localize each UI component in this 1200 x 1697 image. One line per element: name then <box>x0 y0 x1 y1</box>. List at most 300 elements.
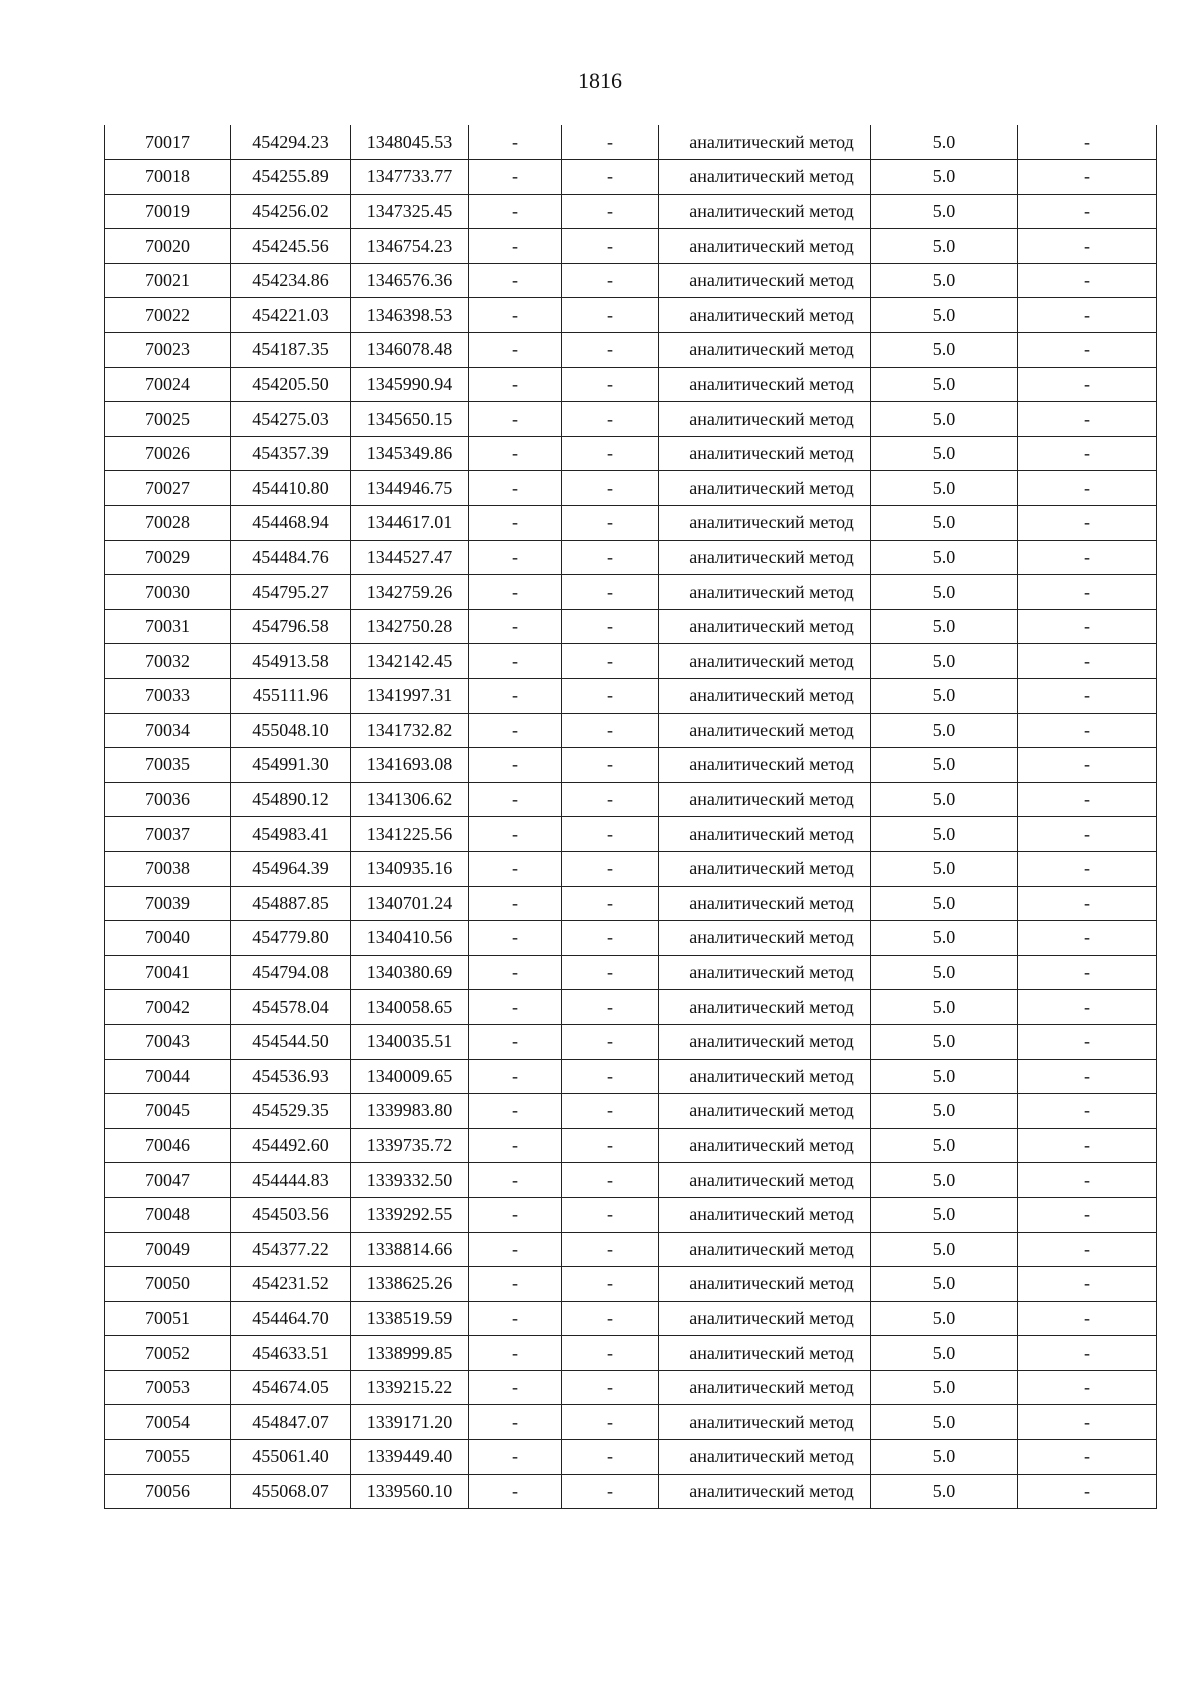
cell-empty-col-5: - <box>562 575 659 610</box>
cell-x-coordinate: 454484.76 <box>231 540 351 575</box>
cell-y-coordinate: 1340701.24 <box>351 886 469 921</box>
cell-y-coordinate: 1347733.77 <box>351 160 469 195</box>
cell-accuracy: 5.0 <box>871 540 1018 575</box>
cell-empty-col-5: - <box>562 506 659 541</box>
cell-empty-col-8: - <box>1018 333 1157 368</box>
cell-empty-col-4: - <box>469 506 562 541</box>
cell-method: аналитический метод <box>659 471 871 506</box>
cell-empty-col-4: - <box>469 955 562 990</box>
cell-empty-col-8: - <box>1018 506 1157 541</box>
cell-x-coordinate: 454983.41 <box>231 817 351 852</box>
cell-empty-col-4: - <box>469 886 562 921</box>
cell-point-number: 70047 <box>105 1163 231 1198</box>
cell-method: аналитический метод <box>659 367 871 402</box>
cell-empty-col-5: - <box>562 921 659 956</box>
cell-empty-col-4: - <box>469 1267 562 1302</box>
cell-accuracy: 5.0 <box>871 1128 1018 1163</box>
table-row <box>105 644 1157 679</box>
cell-empty-col-4: - <box>469 402 562 437</box>
cell-empty-col-5: - <box>562 1267 659 1302</box>
table-row <box>105 1024 1157 1059</box>
cell-method: аналитический метод <box>659 540 871 575</box>
cell-method: аналитический метод <box>659 679 871 714</box>
cell-method: аналитический метод <box>659 955 871 990</box>
cell-x-coordinate: 454544.50 <box>231 1024 351 1059</box>
cell-empty-col-4: - <box>469 1336 562 1371</box>
cell-y-coordinate: 1347325.45 <box>351 194 469 229</box>
cell-empty-col-8: - <box>1018 1197 1157 1232</box>
cell-empty-col-4: - <box>469 1094 562 1129</box>
cell-method: аналитический метод <box>659 298 871 333</box>
cell-y-coordinate: 1338625.26 <box>351 1267 469 1302</box>
cell-point-number: 70038 <box>105 851 231 886</box>
cell-accuracy: 5.0 <box>871 713 1018 748</box>
cell-y-coordinate: 1346398.53 <box>351 298 469 333</box>
cell-empty-col-5: - <box>562 160 659 195</box>
table-row <box>105 298 1157 333</box>
cell-empty-col-5: - <box>562 471 659 506</box>
cell-empty-col-4: - <box>469 436 562 471</box>
cell-y-coordinate: 1345650.15 <box>351 402 469 437</box>
cell-empty-col-8: - <box>1018 1440 1157 1475</box>
cell-method: аналитический метод <box>659 575 871 610</box>
cell-point-number: 70042 <box>105 990 231 1025</box>
cell-accuracy: 5.0 <box>871 160 1018 195</box>
table-row <box>105 402 1157 437</box>
cell-x-coordinate: 454964.39 <box>231 851 351 886</box>
table-row <box>105 540 1157 575</box>
cell-empty-col-8: - <box>1018 748 1157 783</box>
cell-accuracy: 5.0 <box>871 125 1018 160</box>
cell-y-coordinate: 1340410.56 <box>351 921 469 956</box>
cell-point-number: 70055 <box>105 1440 231 1475</box>
cell-empty-col-5: - <box>562 1197 659 1232</box>
cell-point-number: 70034 <box>105 713 231 748</box>
cell-accuracy: 5.0 <box>871 1059 1018 1094</box>
cell-point-number: 70053 <box>105 1370 231 1405</box>
cell-empty-col-5: - <box>562 1440 659 1475</box>
cell-point-number: 70039 <box>105 886 231 921</box>
table-row <box>105 748 1157 783</box>
cell-accuracy: 5.0 <box>871 367 1018 402</box>
cell-y-coordinate: 1340935.16 <box>351 851 469 886</box>
cell-point-number: 70018 <box>105 160 231 195</box>
cell-accuracy: 5.0 <box>871 851 1018 886</box>
cell-empty-col-5: - <box>562 1059 659 1094</box>
cell-x-coordinate: 454377.22 <box>231 1232 351 1267</box>
cell-accuracy: 5.0 <box>871 609 1018 644</box>
cell-accuracy: 5.0 <box>871 817 1018 852</box>
cell-method: аналитический метод <box>659 1197 871 1232</box>
cell-point-number: 70026 <box>105 436 231 471</box>
cell-method: аналитический метод <box>659 1163 871 1198</box>
cell-x-coordinate: 454991.30 <box>231 748 351 783</box>
cell-y-coordinate: 1341225.56 <box>351 817 469 852</box>
table-row <box>105 713 1157 748</box>
cell-point-number: 70043 <box>105 1024 231 1059</box>
cell-y-coordinate: 1338999.85 <box>351 1336 469 1371</box>
cell-empty-col-8: - <box>1018 1128 1157 1163</box>
cell-y-coordinate: 1340035.51 <box>351 1024 469 1059</box>
cell-x-coordinate: 454468.94 <box>231 506 351 541</box>
cell-method: аналитический метод <box>659 851 871 886</box>
cell-empty-col-5: - <box>562 1128 659 1163</box>
cell-method: аналитический метод <box>659 817 871 852</box>
cell-x-coordinate: 454796.58 <box>231 609 351 644</box>
cell-empty-col-5: - <box>562 263 659 298</box>
table-row <box>105 125 1157 160</box>
cell-y-coordinate: 1341306.62 <box>351 782 469 817</box>
cell-method: аналитический метод <box>659 1232 871 1267</box>
cell-x-coordinate: 454410.80 <box>231 471 351 506</box>
cell-accuracy: 5.0 <box>871 436 1018 471</box>
cell-empty-col-4: - <box>469 609 562 644</box>
cell-x-coordinate: 455048.10 <box>231 713 351 748</box>
cell-method: аналитический метод <box>659 1370 871 1405</box>
cell-point-number: 70032 <box>105 644 231 679</box>
cell-x-coordinate: 454231.52 <box>231 1267 351 1302</box>
cell-empty-col-5: - <box>562 1370 659 1405</box>
cell-method: аналитический метод <box>659 713 871 748</box>
cell-accuracy: 5.0 <box>871 886 1018 921</box>
cell-point-number: 70045 <box>105 1094 231 1129</box>
cell-method: аналитический метод <box>659 125 871 160</box>
cell-empty-col-8: - <box>1018 990 1157 1025</box>
cell-empty-col-4: - <box>469 540 562 575</box>
cell-y-coordinate: 1346078.48 <box>351 333 469 368</box>
cell-y-coordinate: 1338814.66 <box>351 1232 469 1267</box>
cell-empty-col-4: - <box>469 575 562 610</box>
cell-x-coordinate: 454464.70 <box>231 1301 351 1336</box>
cell-point-number: 70050 <box>105 1267 231 1302</box>
cell-accuracy: 5.0 <box>871 644 1018 679</box>
table-row <box>105 1094 1157 1129</box>
table-row <box>105 471 1157 506</box>
cell-empty-col-8: - <box>1018 1474 1157 1509</box>
cell-empty-col-5: - <box>562 402 659 437</box>
cell-accuracy: 5.0 <box>871 782 1018 817</box>
cell-empty-col-4: - <box>469 160 562 195</box>
cell-empty-col-8: - <box>1018 609 1157 644</box>
cell-y-coordinate: 1340058.65 <box>351 990 469 1025</box>
table-row <box>105 609 1157 644</box>
cell-method: аналитический метод <box>659 436 871 471</box>
cell-accuracy: 5.0 <box>871 1440 1018 1475</box>
cell-accuracy: 5.0 <box>871 955 1018 990</box>
cell-point-number: 70036 <box>105 782 231 817</box>
cell-empty-col-5: - <box>562 782 659 817</box>
cell-x-coordinate: 454234.86 <box>231 263 351 298</box>
cell-accuracy: 5.0 <box>871 229 1018 264</box>
cell-method: аналитический метод <box>659 1267 871 1302</box>
cell-point-number: 70025 <box>105 402 231 437</box>
cell-empty-col-8: - <box>1018 471 1157 506</box>
cell-x-coordinate: 454275.03 <box>231 402 351 437</box>
cell-accuracy: 5.0 <box>871 1301 1018 1336</box>
cell-point-number: 70051 <box>105 1301 231 1336</box>
cell-method: аналитический метод <box>659 1094 871 1129</box>
cell-empty-col-5: - <box>562 955 659 990</box>
cell-empty-col-8: - <box>1018 1301 1157 1336</box>
cell-y-coordinate: 1344527.47 <box>351 540 469 575</box>
cell-point-number: 70046 <box>105 1128 231 1163</box>
cell-empty-col-5: - <box>562 748 659 783</box>
cell-empty-col-5: - <box>562 1024 659 1059</box>
cell-x-coordinate: 454913.58 <box>231 644 351 679</box>
table-row <box>105 1163 1157 1198</box>
table-row <box>105 1128 1157 1163</box>
cell-point-number: 70040 <box>105 921 231 956</box>
cell-accuracy: 5.0 <box>871 263 1018 298</box>
cell-empty-col-8: - <box>1018 1370 1157 1405</box>
cell-y-coordinate: 1341997.31 <box>351 679 469 714</box>
cell-x-coordinate: 454205.50 <box>231 367 351 402</box>
cell-accuracy: 5.0 <box>871 575 1018 610</box>
cell-empty-col-4: - <box>469 990 562 1025</box>
cell-x-coordinate: 454187.35 <box>231 333 351 368</box>
table-row <box>105 1474 1157 1509</box>
cell-x-coordinate: 454444.83 <box>231 1163 351 1198</box>
cell-empty-col-8: - <box>1018 263 1157 298</box>
cell-empty-col-8: - <box>1018 1163 1157 1198</box>
cell-empty-col-8: - <box>1018 194 1157 229</box>
cell-empty-col-8: - <box>1018 679 1157 714</box>
cell-empty-col-8: - <box>1018 1094 1157 1129</box>
cell-empty-col-8: - <box>1018 644 1157 679</box>
table-row <box>105 263 1157 298</box>
cell-y-coordinate: 1339449.40 <box>351 1440 469 1475</box>
cell-empty-col-5: - <box>562 194 659 229</box>
cell-empty-col-4: - <box>469 921 562 956</box>
cell-x-coordinate: 454256.02 <box>231 194 351 229</box>
cell-y-coordinate: 1339171.20 <box>351 1405 469 1440</box>
cell-method: аналитический метод <box>659 333 871 368</box>
cell-accuracy: 5.0 <box>871 194 1018 229</box>
table-row <box>105 886 1157 921</box>
cell-accuracy: 5.0 <box>871 1370 1018 1405</box>
cell-empty-col-5: - <box>562 817 659 852</box>
cell-empty-col-4: - <box>469 1405 562 1440</box>
cell-y-coordinate: 1342750.28 <box>351 609 469 644</box>
cell-x-coordinate: 454245.56 <box>231 229 351 264</box>
cell-x-coordinate: 454492.60 <box>231 1128 351 1163</box>
cell-empty-col-4: - <box>469 1301 562 1336</box>
cell-empty-col-5: - <box>562 1336 659 1371</box>
cell-accuracy: 5.0 <box>871 748 1018 783</box>
table-row <box>105 229 1157 264</box>
cell-empty-col-8: - <box>1018 298 1157 333</box>
cell-empty-col-4: - <box>469 263 562 298</box>
cell-empty-col-5: - <box>562 229 659 264</box>
cell-y-coordinate: 1339560.10 <box>351 1474 469 1509</box>
cell-x-coordinate: 454221.03 <box>231 298 351 333</box>
cell-accuracy: 5.0 <box>871 1163 1018 1198</box>
cell-accuracy: 5.0 <box>871 679 1018 714</box>
table-row <box>105 990 1157 1025</box>
cell-empty-col-8: - <box>1018 955 1157 990</box>
cell-accuracy: 5.0 <box>871 402 1018 437</box>
cell-point-number: 70041 <box>105 955 231 990</box>
table-row <box>105 506 1157 541</box>
cell-method: аналитический метод <box>659 990 871 1025</box>
cell-empty-col-5: - <box>562 609 659 644</box>
table-row <box>105 955 1157 990</box>
cell-empty-col-5: - <box>562 125 659 160</box>
cell-empty-col-5: - <box>562 1232 659 1267</box>
table-row <box>105 1232 1157 1267</box>
cell-accuracy: 5.0 <box>871 990 1018 1025</box>
table-row <box>105 782 1157 817</box>
cell-empty-col-5: - <box>562 990 659 1025</box>
cell-empty-col-4: - <box>469 1474 562 1509</box>
cell-point-number: 70049 <box>105 1232 231 1267</box>
cell-x-coordinate: 454536.93 <box>231 1059 351 1094</box>
cell-empty-col-5: - <box>562 679 659 714</box>
cell-point-number: 70021 <box>105 263 231 298</box>
cell-empty-col-8: - <box>1018 851 1157 886</box>
cell-method: аналитический метод <box>659 160 871 195</box>
cell-y-coordinate: 1340380.69 <box>351 955 469 990</box>
cell-accuracy: 5.0 <box>871 1474 1018 1509</box>
cell-empty-col-8: - <box>1018 1405 1157 1440</box>
cell-method: аналитический метод <box>659 748 871 783</box>
cell-x-coordinate: 454794.08 <box>231 955 351 990</box>
cell-empty-col-4: - <box>469 229 562 264</box>
cell-empty-col-5: - <box>562 1301 659 1336</box>
cell-empty-col-4: - <box>469 679 562 714</box>
cell-accuracy: 5.0 <box>871 1267 1018 1302</box>
cell-empty-col-4: - <box>469 817 562 852</box>
table-row <box>105 1336 1157 1371</box>
cell-empty-col-8: - <box>1018 886 1157 921</box>
cell-y-coordinate: 1340009.65 <box>351 1059 469 1094</box>
cell-empty-col-8: - <box>1018 713 1157 748</box>
cell-accuracy: 5.0 <box>871 298 1018 333</box>
cell-x-coordinate: 454503.56 <box>231 1197 351 1232</box>
cell-empty-col-8: - <box>1018 436 1157 471</box>
table-row <box>105 679 1157 714</box>
cell-x-coordinate: 454887.85 <box>231 886 351 921</box>
cell-x-coordinate: 455061.40 <box>231 1440 351 1475</box>
cell-empty-col-4: - <box>469 1059 562 1094</box>
cell-empty-col-4: - <box>469 471 562 506</box>
cell-empty-col-5: - <box>562 367 659 402</box>
table-row <box>105 575 1157 610</box>
cell-empty-col-5: - <box>562 713 659 748</box>
cell-x-coordinate: 454795.27 <box>231 575 351 610</box>
cell-accuracy: 5.0 <box>871 471 1018 506</box>
cell-empty-col-4: - <box>469 713 562 748</box>
cell-empty-col-4: - <box>469 1370 562 1405</box>
cell-method: аналитический метод <box>659 263 871 298</box>
cell-point-number: 70019 <box>105 194 231 229</box>
cell-empty-col-5: - <box>562 851 659 886</box>
table-row <box>105 1267 1157 1302</box>
cell-method: аналитический метод <box>659 194 871 229</box>
cell-point-number: 70020 <box>105 229 231 264</box>
cell-point-number: 70054 <box>105 1405 231 1440</box>
cell-y-coordinate: 1341693.08 <box>351 748 469 783</box>
cell-accuracy: 5.0 <box>871 1232 1018 1267</box>
cell-y-coordinate: 1339215.22 <box>351 1370 469 1405</box>
cell-point-number: 70031 <box>105 609 231 644</box>
table-row <box>105 436 1157 471</box>
cell-x-coordinate: 455068.07 <box>231 1474 351 1509</box>
table-row <box>105 367 1157 402</box>
cell-accuracy: 5.0 <box>871 1197 1018 1232</box>
cell-method: аналитический метод <box>659 1301 871 1336</box>
cell-method: аналитический метод <box>659 1128 871 1163</box>
cell-method: аналитический метод <box>659 1336 871 1371</box>
cell-method: аналитический метод <box>659 1440 871 1475</box>
cell-point-number: 70017 <box>105 125 231 160</box>
table-row <box>105 1197 1157 1232</box>
cell-point-number: 70035 <box>105 748 231 783</box>
cell-accuracy: 5.0 <box>871 1336 1018 1371</box>
cell-point-number: 70048 <box>105 1197 231 1232</box>
cell-empty-col-8: - <box>1018 575 1157 610</box>
cell-point-number: 70029 <box>105 540 231 575</box>
cell-point-number: 70056 <box>105 1474 231 1509</box>
cell-method: аналитический метод <box>659 1405 871 1440</box>
cell-point-number: 70028 <box>105 506 231 541</box>
cell-point-number: 70037 <box>105 817 231 852</box>
cell-point-number: 70024 <box>105 367 231 402</box>
cell-empty-col-5: - <box>562 1163 659 1198</box>
cell-empty-col-8: - <box>1018 229 1157 264</box>
table-row <box>105 160 1157 195</box>
table-row <box>105 1059 1157 1094</box>
cell-method: аналитический метод <box>659 402 871 437</box>
cell-x-coordinate: 454529.35 <box>231 1094 351 1129</box>
cell-point-number: 70027 <box>105 471 231 506</box>
cell-point-number: 70022 <box>105 298 231 333</box>
cell-x-coordinate: 454294.23 <box>231 125 351 160</box>
cell-y-coordinate: 1339292.55 <box>351 1197 469 1232</box>
cell-empty-col-5: - <box>562 644 659 679</box>
cell-x-coordinate: 454633.51 <box>231 1336 351 1371</box>
cell-empty-col-8: - <box>1018 1024 1157 1059</box>
table-row <box>105 1370 1157 1405</box>
cell-x-coordinate: 454357.39 <box>231 436 351 471</box>
cell-y-coordinate: 1346576.36 <box>351 263 469 298</box>
cell-method: аналитический метод <box>659 1024 871 1059</box>
cell-y-coordinate: 1338519.59 <box>351 1301 469 1336</box>
cell-empty-col-4: - <box>469 1128 562 1163</box>
cell-y-coordinate: 1341732.82 <box>351 713 469 748</box>
cell-x-coordinate: 455111.96 <box>231 679 351 714</box>
cell-empty-col-8: - <box>1018 1232 1157 1267</box>
table-row <box>105 817 1157 852</box>
cell-accuracy: 5.0 <box>871 921 1018 956</box>
cell-method: аналитический метод <box>659 782 871 817</box>
cell-empty-col-5: - <box>562 1094 659 1129</box>
table-row <box>105 1405 1157 1440</box>
cell-empty-col-4: - <box>469 644 562 679</box>
cell-empty-col-5: - <box>562 333 659 368</box>
table-row <box>105 921 1157 956</box>
cell-x-coordinate: 454779.80 <box>231 921 351 956</box>
cell-point-number: 70033 <box>105 679 231 714</box>
cell-empty-col-4: - <box>469 125 562 160</box>
cell-y-coordinate: 1344617.01 <box>351 506 469 541</box>
cell-empty-col-4: - <box>469 194 562 229</box>
cell-empty-col-8: - <box>1018 367 1157 402</box>
cell-y-coordinate: 1342759.26 <box>351 575 469 610</box>
cell-empty-col-4: - <box>469 1197 562 1232</box>
cell-empty-col-4: - <box>469 333 562 368</box>
table-row <box>105 1301 1157 1336</box>
